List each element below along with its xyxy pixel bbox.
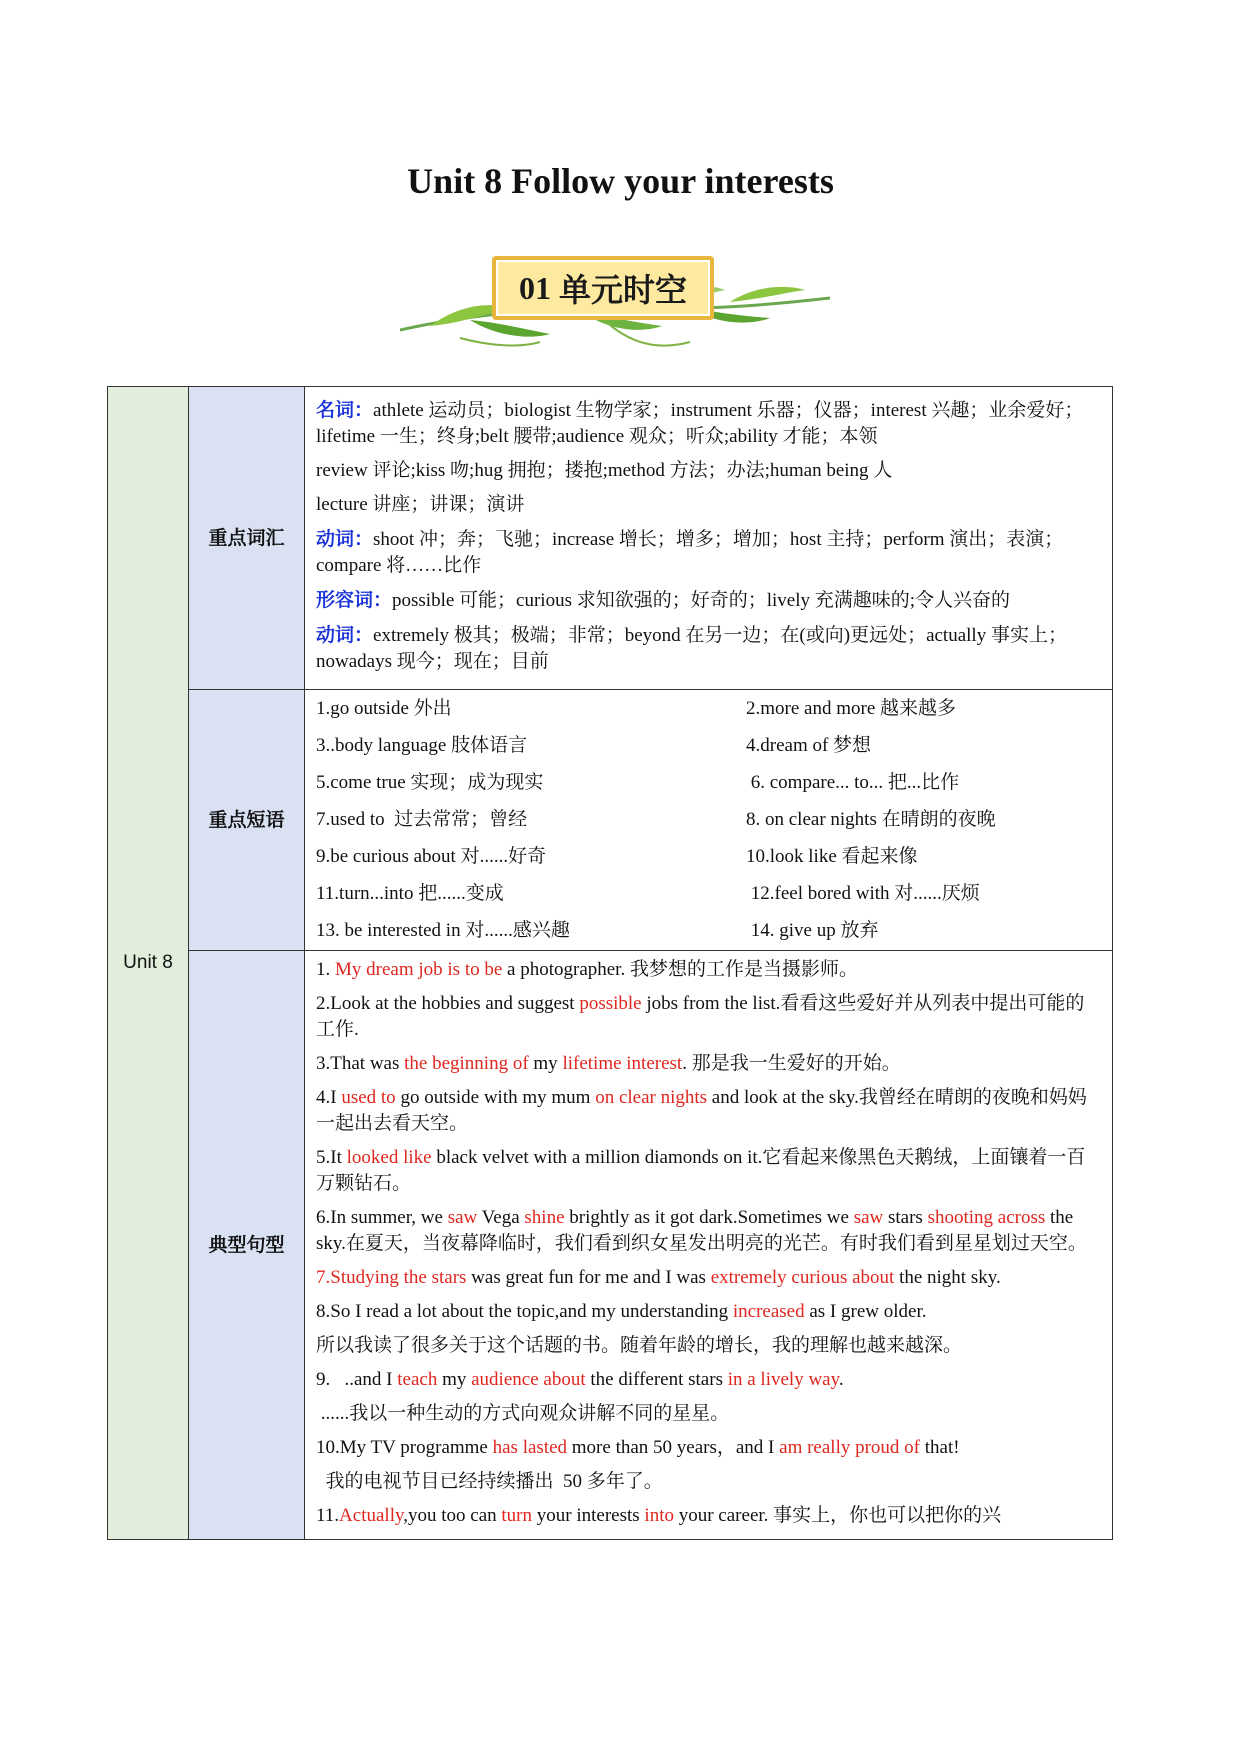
phrase-item: 4.dream of 梦想 [746,735,872,756]
verbs-text: shoot 冲；奔；飞驰；increase 增长；增多；增加；host 主持；perform 演出；表演；compare 将……比作 [316,529,1064,576]
highlighted-phrase: saw [853,1207,884,1228]
sentence-text: . [838,1369,844,1390]
highlighted-phrase: lifetime interest [562,1053,683,1074]
sentences-category: 典型句型 [189,951,305,1540]
highlighted-phrase: am really proud of [779,1437,921,1458]
highlighted-phrase: in a lively way [727,1369,839,1390]
phrase-item: 14. give up 放弃 [746,920,879,941]
sentence-item [316,1299,1102,1325]
sentence-item [316,1333,1102,1359]
sentence-text: your career. 事实上，你也可以把你的兴 [673,1505,1002,1526]
phrase-list [316,696,1102,944]
highlighted-phrase: shine [524,1207,565,1228]
nouns-line-2: review 评论;kiss 吻;hug 拥抱；搂抱;method 方法；办法;human being 人 [316,460,893,481]
phrases-category: 重点短语 [189,690,305,951]
sentence-item [316,991,1102,1043]
sentence-text: 9. ..and I [316,1369,398,1390]
adverbs-label: 动词： [316,624,374,646]
verbs-line [316,526,1102,579]
sentence-text: 11. [316,1505,340,1526]
sentence-item [316,1205,1102,1257]
sentence-text: as I grew older. [804,1301,927,1322]
vocab-category: 重点词汇 [189,387,305,690]
section-banner [400,246,830,356]
sentence-text: black velvet with a million diamonds on it.它看起来像黑色天鹅绒，上面镶着一百万颗钻石。 [316,1147,1086,1194]
sentence-item [316,1503,1102,1529]
highlighted-phrase: turn [501,1505,533,1526]
sentence-text: 10.My TV programme [316,1437,493,1458]
sentence-text: Vega [477,1207,525,1228]
unit-summary-table [107,386,1113,1540]
highlighted-phrase: shooting across [927,1207,1046,1228]
sentence-text: the sky.在夏天，当夜幕降临时，我们看到织女星发出明亮的光芒。有时我们看到星星划过天空。 [316,1207,1087,1254]
highlighted-phrase: saw [447,1207,478,1228]
phrase-item: 3..body language 肢体语言 [316,735,528,756]
adjectives-label: 形容词： [316,589,393,611]
sentence-text: 1. [316,959,335,980]
highlighted-phrase: Actually [339,1505,404,1526]
sentence-item [316,1085,1102,1137]
sentence-item [316,1367,1102,1393]
adverbs-line [316,622,1102,675]
sentence-text: 8.So I read a lot about the topic,and my understanding [316,1301,733,1322]
sentence-text: your interests [532,1505,645,1526]
sentence-text: jobs from the list.看看这些爱好并从列表中提出可能的工作. [316,993,1085,1040]
sentence-text: 3.That was [316,1053,405,1074]
section-number: 01 [518,269,551,306]
sentence-text: go outside with my mum [395,1087,596,1108]
phrase-item: 8. on clear nights 在晴朗的夜晚 [746,809,996,830]
sentence-item [316,1265,1102,1291]
sentence-item [316,1401,1102,1427]
highlighted-phrase: 7.Studying the stars [316,1267,467,1288]
highlighted-phrase: the beginning of [404,1053,529,1074]
nouns-line [316,397,1102,450]
sentence-text: . 那是我一生爱好的开始。 [682,1053,901,1074]
verbs-label: 动词： [316,528,374,550]
phrase-item: 10.look like 看起来像 [746,846,918,867]
sentence-item [316,1435,1102,1461]
sentence-text: stars [883,1207,928,1228]
highlighted-phrase: has lasted [492,1437,568,1458]
sentences-content [305,951,1113,1540]
adjectives-text: possible 可能；curious 求知欲强的；好奇的；lively 充满趣味的;令人兴奋的 [392,590,1011,611]
highlighted-phrase: My dream job is to be [335,959,503,980]
page-title: Unit 8 Follow your interests [407,161,834,201]
highlighted-phrase: on clear nights [595,1087,708,1108]
nouns-text: athlete 运动员；biologist 生物学家；instrument 乐器；仪器；interest 兴趣；业余爱好；lifetime 一生；终身;belt 腰带;audience 观众；听众;ability 才能；本领 [316,400,1084,447]
sentence-text: 我的电视节目已经持续播出 50 多年了。 [316,1471,663,1492]
highlighted-phrase: increased [732,1301,805,1322]
sentence-item [316,1469,1102,1495]
unit-label: Unit 8 [108,387,189,1540]
phrase-item: 13. be interested in 对......感兴趣 [316,920,570,941]
sentence-text: the night sky. [894,1267,1001,1288]
highlighted-phrase: audience about [471,1369,586,1390]
phrase-item: 7.used to 过去常常；曾经 [316,809,528,830]
nouns-line-3: lecture 讲座；讲课；演讲 [316,494,525,515]
adverbs-text: extremely 极其；极端；非常；beyond 在另一边；在(或向)更远处；actually 事实上；nowadays 现今；现在；目前 [316,625,1067,672]
sentence-text: my [528,1053,563,1074]
highlighted-phrase: teach [397,1369,438,1390]
phrases-content [305,690,1113,951]
sentence-text: was great fun for me and I was [466,1267,711,1288]
phrase-item: 5.come true 实现；成为现实 [316,772,544,793]
sentence-text: and look at the sky.我曾经在晴朗的夜晚和妈妈一起出去看天空。 [316,1087,1087,1134]
sentence-item [316,957,1102,983]
phrase-item: 11.turn...into 把......变成 [316,883,504,904]
highlighted-phrase: possible [579,993,642,1014]
highlighted-phrase: used to [341,1087,396,1108]
highlighted-phrase: looked like [346,1147,432,1168]
nouns-label: 名词： [316,399,374,421]
sentence-text: 4.I [316,1087,342,1108]
highlighted-phrase: into [644,1505,674,1526]
vocab-content [305,387,1113,690]
sentence-text: my [437,1369,472,1390]
sentence-text: 2.Look at the hobbies and suggest [316,993,580,1014]
sentence-text: that! [920,1437,960,1458]
highlighted-phrase: extremely curious about [710,1267,895,1288]
sentence-item [316,1145,1102,1197]
phrase-item: 9.be curious about 对......好奇 [316,846,547,867]
phrase-item: 6. compare... to... 把...比作 [746,772,960,793]
sentence-text: ......我以一种生动的方式向观众讲解不同的星星。 [316,1403,730,1424]
sentence-item [316,1051,1102,1077]
sentence-text: more than 50 years，and I [567,1437,780,1458]
section-label: 单元时空 [558,271,687,309]
sentence-text: 所以我读了很多关于这个话题的书。随着年龄的增长，我的理解也越来越深。 [316,1335,963,1356]
sentence-text: the different stars [585,1369,728,1390]
phrase-item: 1.go outside 外出 [316,698,452,719]
adjectives-line [316,587,1102,614]
phrase-item: 2.more and more 越来越多 [746,698,957,719]
section-badge [492,256,714,320]
sentence-text: 5.It [316,1147,347,1168]
sentence-text: 6.In summer, we [316,1207,448,1228]
phrase-item: 12.feel bored with 对......厌烦 [746,883,980,904]
sentence-text: brightly as it got dark.Sometimes we [564,1207,854,1228]
sentence-text: ,you too can [403,1505,502,1526]
sentence-text: a photographer. 我梦想的工作是当摄影师。 [502,959,858,980]
